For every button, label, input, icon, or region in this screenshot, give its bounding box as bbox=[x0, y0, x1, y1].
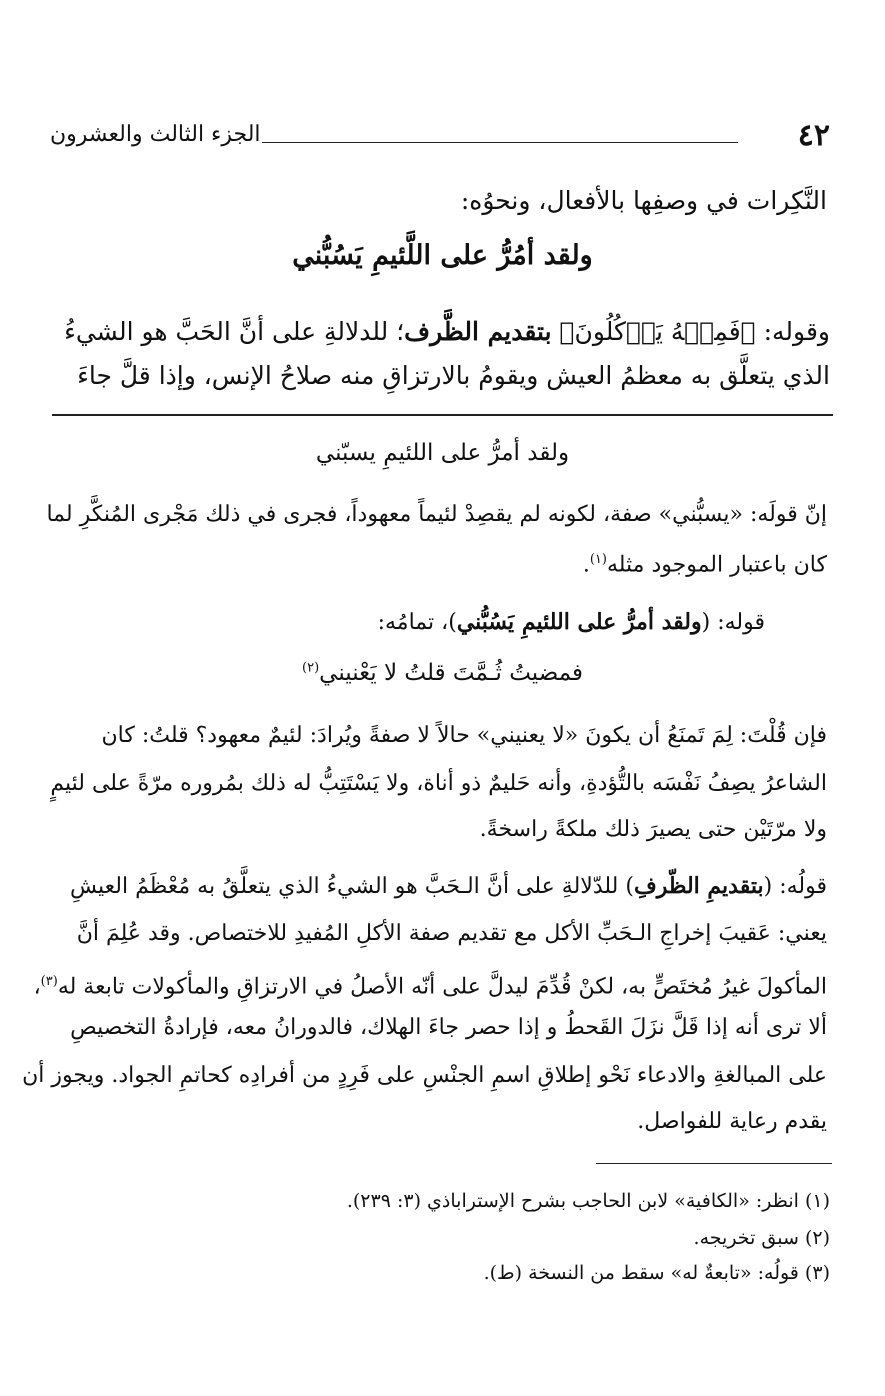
footnote-ref-1: (١) bbox=[589, 552, 607, 567]
commentary-verse-title: ولقد أمرُّ على اللئيمِ يسبّني bbox=[315, 440, 570, 466]
footnote-3: (٣) قولُه: «تابعةٌ له» سقط من النسخة (ط). bbox=[483, 1262, 830, 1284]
commentary-p3-line-2: الشاعرُ يصِفُ نَفْسَه بالتُّؤدةِ، وأنه حَليمٌ ذو أناة، ولا يَسْتَتِبُّ له ذلك بمُروره مرّةً على لئيمٍ bbox=[50, 771, 827, 796]
commentary-p4-line-4: ألا ترى أنه إذا قَلَّ نزَلَ القَحطُ و إذا حصر جاءَ الهلاك، فالدورانُ معه، فإرادةُ التخصيصِ bbox=[70, 1015, 827, 1040]
footnote-1: (١) انظر: «الكافية» لابن الحاجب بشرح الإستراباذي (٣: ٢٣٩). bbox=[346, 1190, 830, 1212]
commentary-p4-line-3-text: المأكولَ غيرُ مُختَصٍّ به، لكنْ قُدِّمَ ليدلَّ على أنّه الأصلُ في الارتزاقِ والمأكولات تابعة له bbox=[57, 974, 827, 1000]
commentary-p4-prefix: قولُه: ( bbox=[763, 874, 827, 899]
matn-commentary-divider bbox=[52, 414, 833, 416]
page-number: ٤٢ bbox=[797, 118, 830, 153]
footnote-ref-3: (٣) bbox=[40, 974, 58, 989]
commentary-verse-2-text: فمضيتُ ثُـمَّتَ قلتُ لا يَعْنيني bbox=[319, 660, 583, 686]
matn-verse: ولقد أمُرُّ على اللَّئيمِ يَسُبُّني bbox=[292, 240, 593, 271]
commentary-p4-bold: بتقديمِ الظّرفِ bbox=[633, 873, 764, 899]
matn-line-1: النَّكِرات في وصفِها بالأفعال، ونحوُه: bbox=[460, 186, 827, 215]
quran-quote: وقوله: ﴿فَمِنۡهُ يَأۡكُلُونَ﴾ bbox=[559, 317, 830, 346]
commentary-p3-line-3: ولا مرّتَيْن حتى يصيرَ ذلك ملكةً راسخةً. bbox=[479, 817, 827, 842]
commentary-p2 bbox=[378, 602, 765, 643]
footnote-rule bbox=[596, 1163, 832, 1164]
commentary-p2-suffix: )، تمامُه: bbox=[377, 610, 457, 635]
commentary-p1-line-2: كان باعتبار الموجود مثله$^{(١)}$. bbox=[582, 552, 827, 578]
commentary-p3-line-1: فإن قُلْتَ: لِمَ تَمنَعُ أن يكونَ «لا يعنيني» حالاً لا صفةً ويُرادَ: لئيمٌ معهود؟ قلتُ: كان bbox=[101, 723, 827, 748]
commentary-p4-line-1 bbox=[70, 866, 827, 907]
matn-line-3 bbox=[64, 308, 830, 355]
header-rule bbox=[262, 142, 738, 143]
matn-bold-phrase: بتقديم الظَّرف bbox=[404, 317, 552, 346]
commentary-p1-line-2-text: كان باعتبار الموجود مثله bbox=[606, 552, 827, 578]
commentary-p4-line-3-end: ، bbox=[33, 974, 41, 1000]
commentary-p4-line-3 bbox=[34, 962, 827, 1007]
commentary-p4-line-6: يقدم رعاية للفواصل. bbox=[637, 1109, 827, 1134]
running-title: الجزء الثالث والعشرون bbox=[50, 122, 261, 147]
footnote-2: (٢) سبق تخريجه. bbox=[693, 1227, 830, 1249]
footnote-ref-2: (٢) bbox=[302, 660, 320, 676]
commentary-p4-line-2: يعني: عَقيبَ إخراجِ الـحَبِّ الأكل مع تقديم صفة الأكلِ المُفيدِ للاختصاص. وقد عُلِمَ أنَّ bbox=[76, 921, 827, 946]
matn-line-3-rest: ؛ للدلالةِ على أنَّ الحَبَّ هو الشيءُ bbox=[64, 317, 405, 346]
commentary-p2-bold: ولقد أمرُّ على اللئيمِ يَسُبُّني bbox=[456, 609, 702, 635]
commentary-p4-line-5: على المبالغةِ والادعاء نَحْو إطلاقِ اسمِ الجنْسِ على فَرِدٍ من أفرادِه كحاتمِ الجواد. ويجوز أن bbox=[22, 1063, 827, 1088]
commentary-p1-line-1: إنّ قولَه: «يسبُّني» صفة، لكونه لم يقصِدْ لئيماً معهوداً، فجرى في ذلك مَجْرى المُنكَّرِ لما bbox=[46, 502, 827, 527]
commentary-p4-suffix: ) للدّلالةِ على أنَّ الـحَبَّ هو الشيءُ الذي يتعلَّقُ به مُعْظَمُ العيشِ bbox=[69, 874, 634, 899]
matn-line-4: الذي يتعلَّق به معظمُ العيش ويقومُ بالارتزاقِ منه صلاحُ الإنس، وإذا قلَّ جاءَ bbox=[77, 361, 830, 390]
commentary-verse-2 bbox=[52, 660, 833, 686]
commentary-p2-prefix: قوله: ( bbox=[701, 610, 765, 635]
